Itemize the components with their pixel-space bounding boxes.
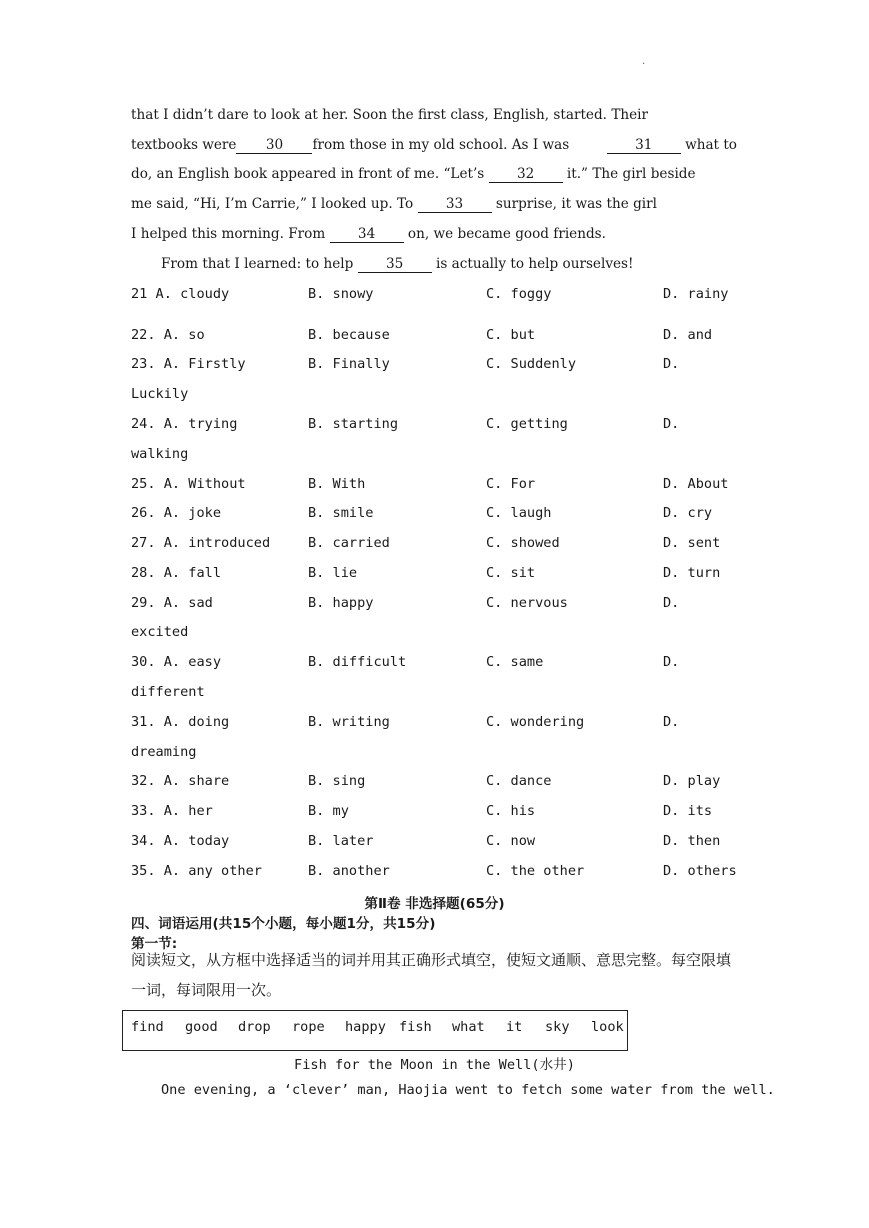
passage-line-6 (161, 254, 737, 274)
passage-text: I helped this morning. From (131, 226, 326, 242)
passage-text: textbooks were (131, 137, 237, 153)
option-c: C. showed (486, 535, 560, 551)
option-c: C. laugh (486, 505, 552, 521)
option-d: D. its (663, 803, 713, 819)
option-b: B. writing (308, 714, 390, 730)
option-b: B. another (308, 863, 390, 879)
word-bank-item: look (591, 1019, 624, 1035)
corner-mark: . (642, 56, 646, 67)
option-c: C. same (486, 654, 544, 670)
passage-text: what to (685, 137, 737, 153)
option-a: 27. A. introduced (131, 535, 271, 551)
passage-text: From that I learned: to help (161, 256, 354, 272)
part-two-title: 第Ⅱ卷 非选择题(65分) (364, 896, 505, 912)
option-a: 28. A. fall (131, 565, 222, 581)
passage-line-4 (131, 194, 737, 214)
option-d-wrapped: different (131, 684, 205, 700)
option-a: 21 A. cloudy (131, 286, 230, 302)
option-b: B. carried (308, 535, 390, 551)
option-b: B. With (308, 476, 366, 492)
option-a: 34. A. today (131, 833, 230, 849)
blank-34: 34 (330, 226, 404, 243)
word-bank-item: find (131, 1019, 164, 1035)
option-d-wrapped: dreaming (131, 744, 197, 760)
blank-33: 33 (418, 196, 492, 213)
passage-text: that I didn’t dare to look at her. Soon the first class, English, started. Their (131, 107, 649, 123)
passage-text: from those in my old school. As I was (312, 137, 570, 153)
option-b: B. lie (308, 565, 358, 581)
option-a: 25. A. Without (131, 476, 246, 492)
option-c: C. but (486, 327, 536, 343)
blank-32: 32 (489, 166, 563, 183)
option-d: D. turn (663, 565, 721, 581)
option-b: B. smile (308, 505, 374, 521)
option-b: B. starting (308, 416, 399, 432)
word-bank-item: it (506, 1019, 523, 1035)
option-b: B. because (308, 327, 390, 343)
option-a: 22. A. so (131, 327, 205, 343)
passage-text: surprise, it was the girl (495, 196, 657, 212)
option-b: B. snowy (308, 286, 374, 302)
word-bank-item: sky (545, 1019, 570, 1035)
option-d-wrapped: Luckily (131, 386, 189, 402)
word-bank (122, 1010, 628, 1051)
passage-line-2 (131, 135, 737, 155)
word-bank-item: fish (399, 1019, 432, 1035)
option-d: D. and (663, 327, 713, 343)
option-a: 33. A. her (131, 803, 213, 819)
passage-line-1 (131, 105, 737, 125)
option-a: 26. A. joke (131, 505, 222, 521)
instruction-line-1: 阅读短文，从方框中选择适当的词并用其正确形式填空，使短文通顺、意思完整。每空限填 (131, 951, 732, 969)
option-d: D. (663, 416, 680, 432)
passage-text: it.” The girl beside (566, 166, 696, 182)
option-b: B. my (308, 803, 349, 819)
option-d-wrapped: excited (131, 624, 189, 640)
option-b: B. difficult (308, 654, 407, 670)
option-d: D. others (663, 863, 737, 879)
word-bank-item: what (452, 1019, 485, 1035)
passage-line-3 (131, 164, 737, 184)
blank-30: 30 (236, 137, 312, 154)
option-a: 29. A. sad (131, 595, 213, 611)
story-first-line: One evening, a ‘clever’ man, Haojia went to fetch some water from the well. (161, 1082, 775, 1098)
option-c: C. his (486, 803, 536, 819)
option-d: D. play (663, 773, 721, 789)
option-b: B. happy (308, 595, 374, 611)
story-title: Fish for the Moon in the Well(水井) (294, 1057, 575, 1073)
section-heading: 四、词语运用(共15个小题，每小题1分，共15分) (131, 916, 436, 932)
option-a: 35. A. any other (131, 863, 262, 879)
option-d: D. (663, 356, 680, 372)
option-c: C. nervous (486, 595, 568, 611)
option-b: B. sing (308, 773, 366, 789)
option-b: B. later (308, 833, 374, 849)
option-d: D. cry (663, 505, 713, 521)
option-c: C. now (486, 833, 536, 849)
blank-35: 35 (358, 256, 432, 273)
option-c: C. wondering (486, 714, 585, 730)
option-d: D. (663, 595, 680, 611)
option-d: D. then (663, 833, 721, 849)
option-c: C. Suddenly (486, 356, 577, 372)
passage-text: me said, “Hi, I’m Carrie,” I looked up. To (131, 196, 414, 212)
option-d: D. (663, 714, 680, 730)
option-a: 24. A. trying (131, 416, 238, 432)
option-c: C. foggy (486, 286, 552, 302)
option-d: D. About (663, 476, 729, 492)
option-a: 23. A. Firstly (131, 356, 246, 372)
option-c: C. For (486, 476, 536, 492)
option-c: C. sit (486, 565, 536, 581)
option-d: D. rainy (663, 286, 729, 302)
passage-line-5 (131, 224, 737, 244)
word-bank-item: good (185, 1019, 218, 1035)
passage-text: do, an English book appeared in front of me. “Let’s (131, 166, 485, 182)
option-c: C. the other (486, 863, 585, 879)
word-bank-item: drop (238, 1019, 271, 1035)
option-b: B. Finally (308, 356, 390, 372)
option-c: C. dance (486, 773, 552, 789)
blank-31: 31 (607, 137, 681, 154)
option-c: C. getting (486, 416, 568, 432)
option-a: 30. A. easy (131, 654, 222, 670)
passage-text: on, we became good friends. (407, 226, 606, 242)
option-d: D. sent (663, 535, 721, 551)
option-d: D. (663, 654, 680, 670)
subsection-heading: 第一节: (131, 936, 178, 952)
word-bank-item: happy (345, 1019, 386, 1035)
word-bank-item: rope (292, 1019, 325, 1035)
option-d-wrapped: walking (131, 446, 189, 462)
option-a: 31. A. doing (131, 714, 230, 730)
option-a: 32. A. share (131, 773, 230, 789)
passage-text: is actually to help ourselves! (436, 256, 634, 272)
instruction-line-2: 一词，每词限用一次。 (131, 981, 282, 999)
